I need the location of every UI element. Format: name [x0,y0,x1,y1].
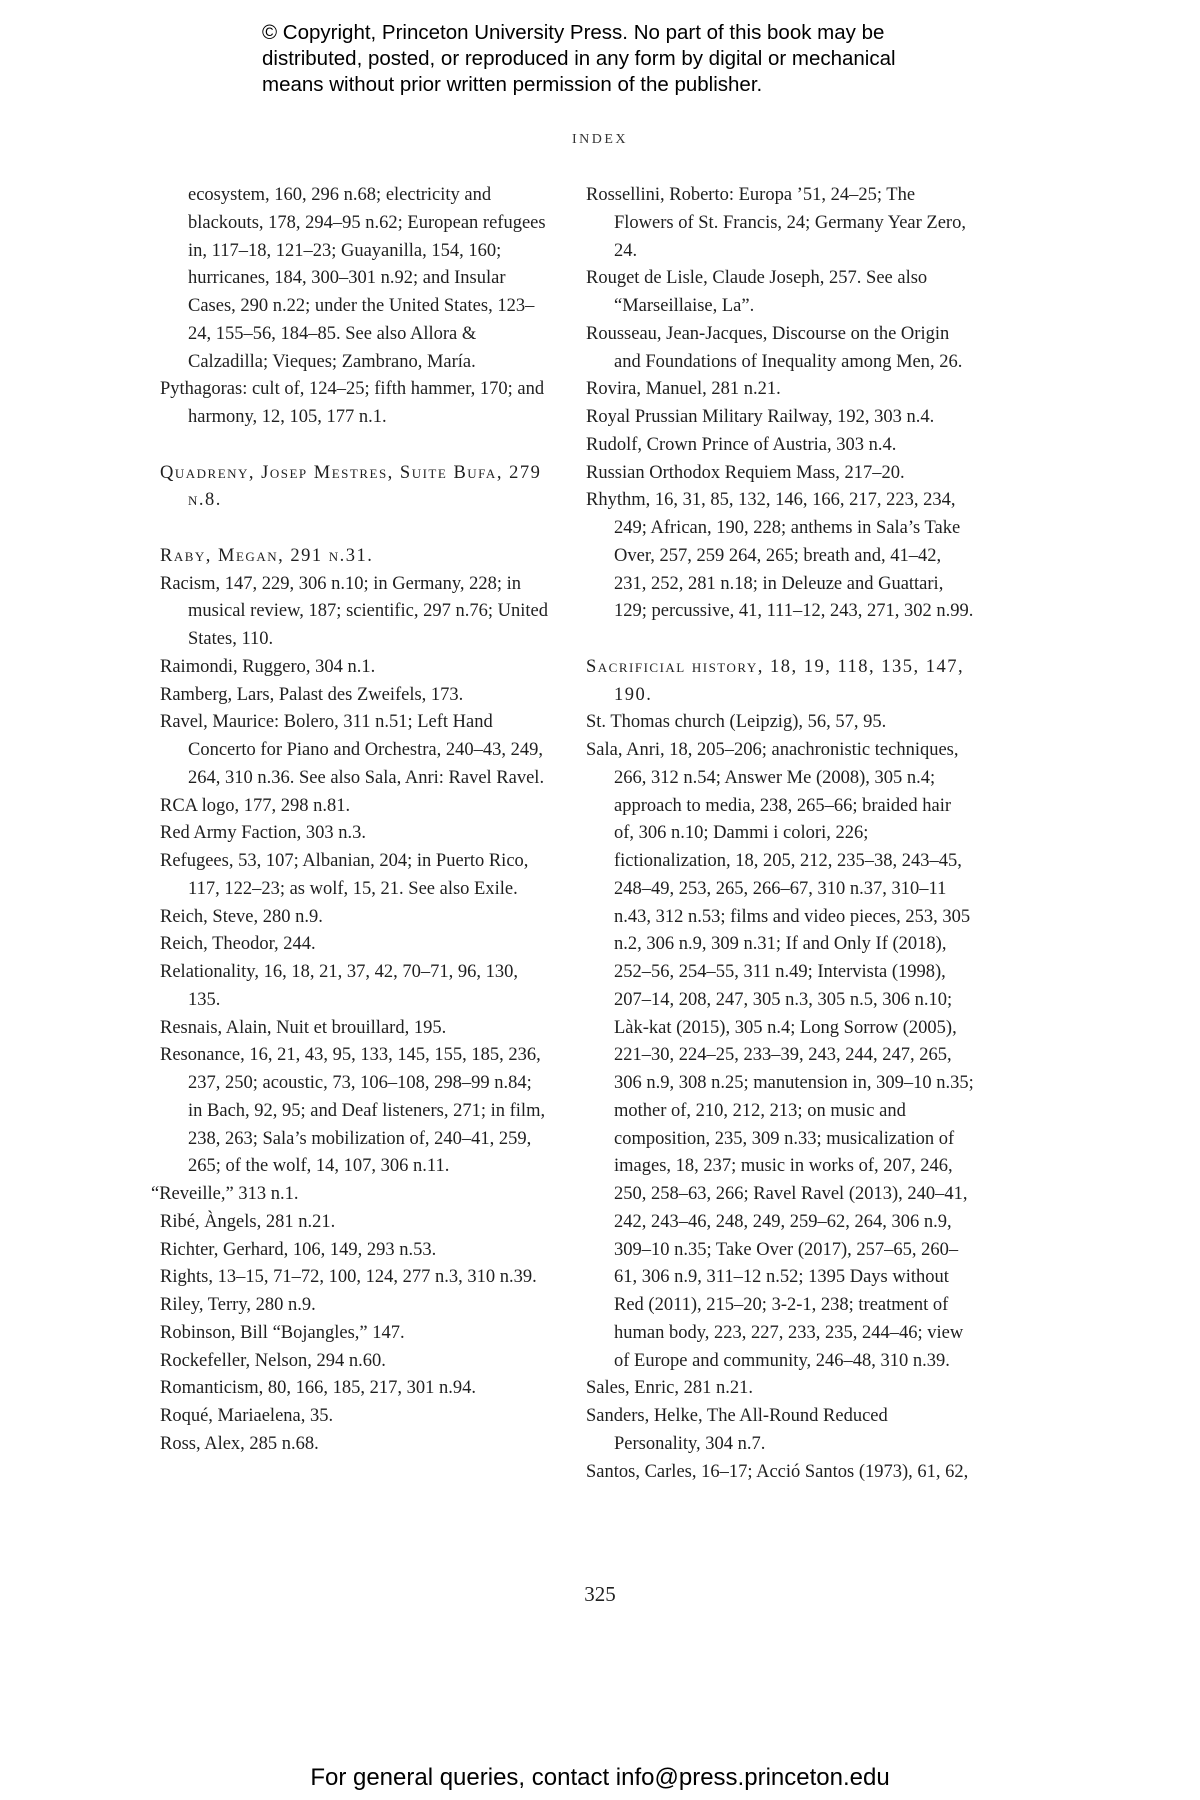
index-entry: Pythagoras: cult of, 124–25; fifth hammer, 170; and harmony, 12, 105, 177 n.1. [160,379,545,427]
index-entry: Richter, Gerhard, 106, 149, 293 n.53. [160,1239,437,1260]
footer-contact: For general queries, contact info@press.princeton.edu [310,1764,890,1791]
index-entry: Santos, Carles, 16–17; Acció Santos (1973), 61, 62, [586,1461,969,1482]
index-entry: Reich, Theodor, 244. [160,934,316,955]
index-entry: Refugees, 53, 107; Albanian, 204; in Puerto Rico, 117, 122–23; as wolf, 15, 21. See also Exile. [160,851,529,899]
index-entry: RCA logo, 177, 298 n.81. [160,795,351,816]
copyright-line-1: © Copyright, Princeton University Press. No part of this book may be [262,21,885,44]
index-entry: Rudolf, Crown Prince of Austria, 303 n.4. [586,434,897,455]
copyright-line-2: distributed, posted, or reproduced in any form by digital or mechanical [262,47,896,70]
running-head: INDEX [571,132,629,147]
index-entry: Rouget de Lisle, Claude Joseph, 257. See also “Marseillaise, La”. [586,268,928,316]
index-entry: “Reveille,” 313 n.1. [151,1184,299,1204]
index-entry-continued: ecosystem, 160, 296 n.68; electricity and blackouts, 178, 294–95 n.62; European refugees in, 117–18, 121–23; Guayanilla, 154, 160; hurricanes, 184, 300–301 n.92; and Insular Cases, 290 n.22; under the United States, 123–24, 155–56, 184–85. See also Allora & Calzadilla; Vieques; Zambrano, María. [188,185,546,372]
index-entry: Riley, Terry, 280 n.9. [160,1295,316,1315]
index-entry: Sales, Enric, 281 n.21. [586,1378,753,1399]
index-entry: Rovira, Manuel, 281 n.21. [586,379,781,400]
index-entry: Red Army Faction, 303 n.3. [160,823,367,844]
index-entry: Russian Orthodox Requiem Mass, 217–20. [586,462,905,483]
index-entry: Rockefeller, Nelson, 294 n.60. [160,1350,386,1371]
index-column-left [151,182,550,1459]
index-entry: St. Thomas church (Leipzig), 56, 57, 95. [586,712,887,733]
index-entry: Ramberg, Lars, Palast des Zweifels, 173. [160,684,464,705]
index-entry: Racism, 147, 229, 306 n.10; in Germany, 228; in musical review, 187; scientific, 297 n.76; United States, 110. [160,573,548,649]
index-entry: Sanders, Helke, The All-Round Reduced Personality, 304 n.7. [586,1406,888,1454]
index-entry: Relationality, 16, 18, 21, 37, 42, 70–71, 96, 130, 135. [160,962,518,1010]
index-entry: Ross, Alex, 285 n.68. [160,1433,319,1454]
index-entry: Romanticism, 80, 166, 185, 217, 301 n.94. [160,1378,477,1399]
index-entry: Rousseau, Jean-Jacques, Discourse on the Origin and Foundations of Inequality among Men, 26. [586,323,963,372]
index-entry: Ravel, Maurice: Bolero, 311 n.51; Left Hand Concerto for Piano and Orchestra, 240–43, 249, 264, 310 n.36. See also Sala, Anri: Ravel Ravel. [160,712,545,788]
index-entry: Rights, 13–15, 71–72, 100, 124, 277 n.3, 310 n.39. [160,1267,537,1288]
index-entry: Resnais, Alain, Nuit et brouillard, 195. [160,1017,447,1038]
copyright-line-3: means without prior written permission of the publisher. [262,73,763,96]
index-entry: Sacrificial history, 18, 19, 118, 135, 147, 190. [586,656,965,705]
index-entry: Robinson, Bill “Bojangles,” 147. [160,1322,405,1343]
index-entry: Ribé, Àngels, 281 n.21. [160,1211,336,1232]
index-entry: Royal Prussian Military Railway, 192, 303 n.4. [586,407,935,427]
index-entry: Rhythm, 16, 31, 85, 132, 146, 166, 217, 223, 234, 249; African, 190, 228; anthems in Sala’s Take Over, 257, 259 264, 265; breath and, 41–42, 231, 252, 281 n.18; in Deleuze and Guattari, 129; percussive, 41, 111–12, 243, 271, 302 n.99. [586,490,974,622]
index-entry: Raimondi, Ruggero, 304 n.1. [160,656,376,677]
index-entry: Rossellini, Roberto: Europa ’51, 24–25; The Flowers of St. Francis, 24; Germany Year Zero, 24. [586,185,966,261]
index-entry: Roqué, Mariaelena, 35. [160,1406,334,1426]
copyright-notice [262,20,1022,98]
index-entry: Resonance, 16, 21, 43, 95, 133, 145, 155, 185, 236, 237, 250; acoustic, 73, 106–108, 298–99 n.84; in Bach, 92, 95; and Deaf listeners, 271; in film, 238, 263; Sala’s mobilization of, 240–41, 259, 265; of the wolf, 14, 107, 306 n.11. [160,1045,546,1177]
index-entry: Sala, Anri, 18, 205–206; anachronistic techniques, 266, 312 n.54; Answer Me (2008), 305 n.4; approach to media, 238, 265–66; braided hair of, 306 n.10; Dammi i colori, 226; fictionalization, 18, 205, 212, 235–38, 243–45, 248–49, 253, 265, 266–67, 310 n.37, 310–11 n.43, 312 n.53; films and video pieces, 253, 305 n.2, 306 n.9, 309 n.31; If and Only If (2018), 252–56, 254–55, 311 n.49; Intervista (1998), 207–14, 208, 247, 305 n.3, 305 n.5, 306 n.10; Làk-kat (2015), 305 n.4; Long Sorrow (2005), 221–30, 224–25, 233–39, 243, 244, 247, 265, 306 n.9, 308 n.25; manutension in, 309–10 n.35; mother of, 210, 212, 213; on music and composition, 235, 309 n.33; musicalization of images, 18, 237; music in works of, 207, 246, 250, 258–63, 266; Ravel Ravel (2013), 240–41, 242, 243–46, 248, 249, 259–62, 264, 306 n.9, 309–10 n.35; Take Over (2017), 257–65, 260–61, 306 n.9, 311–12 n.52; 1395 Days without Red (2011), 215–20; 3-2-1, 238; treatment of human body, 223, 227, 233, 235, 244–46; view of Europe and community, 246–48, 310 n.39. [586,740,974,1371]
index-entry: Raby, Megan, 291 n.31. [160,545,374,566]
index-entry: Reich, Steve, 280 n.9. [160,906,323,927]
index-entry: Quadreny, Josep Mestres, Suite Bufa, 279 n.8. [160,462,542,511]
page-number: 325 [584,1582,616,1606]
index-column-right [586,182,974,1486]
